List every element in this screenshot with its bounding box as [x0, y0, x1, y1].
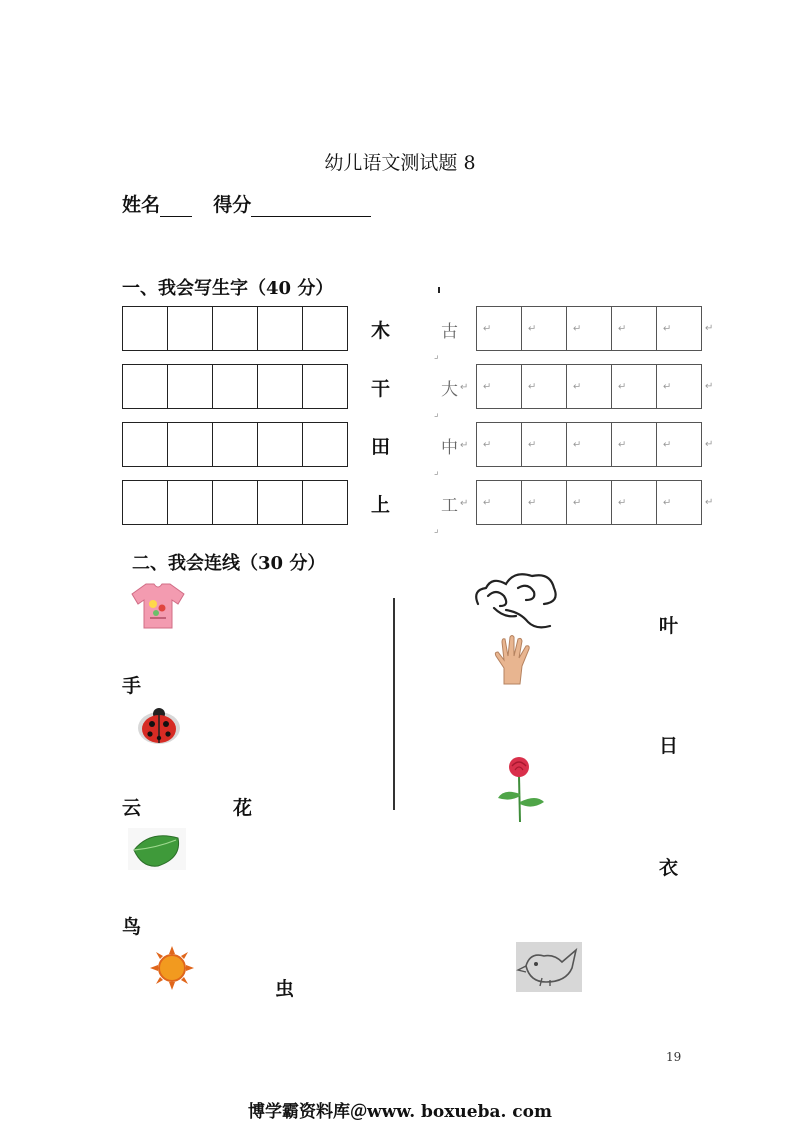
section2-heading: 二、我会连线（30 分） [132, 553, 326, 574]
practice-char-right: 大 [441, 380, 458, 400]
section1-heading: 一、我会写生字（40 分） [122, 278, 334, 299]
leaf-picture[interactable] [128, 828, 186, 870]
match-word: 日 [659, 735, 679, 757]
hand-picture[interactable] [490, 634, 536, 686]
match-word: 手 [122, 675, 142, 697]
practice-char: 上 [371, 494, 391, 516]
practice-char: 干 [371, 378, 391, 400]
bird-picture[interactable] [516, 942, 582, 992]
corner-mark: ⌟ [434, 466, 439, 477]
cloud-picture[interactable] [470, 566, 562, 634]
rose-picture[interactable] [494, 754, 548, 824]
writing-grid-right[interactable]: ↵ ↵ ↵ ↵ ↵ [476, 364, 702, 409]
practice-char-right: 古 [441, 322, 458, 342]
writing-grid-left[interactable] [122, 364, 348, 409]
return-mark: ↵ [705, 497, 714, 508]
corner-mark: ⌟ [434, 350, 439, 361]
page-title: 幼儿语文测试题 8 [324, 152, 476, 174]
match-word: 衣 [659, 857, 679, 879]
return-mark: ↵ [705, 323, 714, 334]
writing-grid-right[interactable]: ↵ ↵ ↵ ↵ ↵ [476, 480, 702, 525]
match-word: 花 [233, 797, 253, 819]
match-word: 云 [122, 797, 142, 819]
score-label: 得分 [213, 194, 252, 216]
writing-grid-right[interactable]: ↵ ↵ ↵ ↵ ↵ [476, 422, 702, 467]
shirt-picture[interactable] [128, 580, 188, 632]
return-mark: ↵ [460, 498, 469, 509]
writing-grid-right[interactable]: ↵ ↵ ↵ ↵ ↵ [476, 306, 702, 351]
practice-char: 木 [371, 320, 391, 342]
return-mark: ↵ [460, 382, 469, 393]
name-blank[interactable] [160, 194, 192, 217]
name-score-row [122, 190, 371, 217]
return-mark: ↵ [705, 381, 714, 392]
score-blank[interactable] [251, 194, 371, 217]
footer-watermark: 博学霸资料库＠www. boxueba. com [248, 1102, 552, 1122]
return-mark: ↵ [460, 440, 469, 451]
ladybug-picture[interactable] [133, 703, 185, 749]
practice-char-right: 中 [441, 438, 458, 458]
sun-picture[interactable] [150, 946, 194, 990]
match-word: 虫 [275, 978, 295, 1000]
stray-mark [438, 287, 440, 293]
match-word: 叶 [659, 615, 679, 637]
writing-grid-left[interactable] [122, 306, 348, 351]
match-word: 鸟 [122, 916, 142, 938]
practice-char: 田 [371, 436, 391, 458]
corner-mark: ⌟ [434, 408, 439, 419]
name-label: 姓名 [122, 194, 161, 216]
writing-grid-left[interactable] [122, 480, 348, 525]
practice-char-right: 工 [441, 496, 458, 516]
page-number: 19 [666, 1050, 682, 1064]
column-divider [393, 598, 395, 810]
corner-mark: ⌟ [434, 524, 439, 535]
return-mark: ↵ [705, 439, 714, 450]
writing-grid-left[interactable] [122, 422, 348, 467]
